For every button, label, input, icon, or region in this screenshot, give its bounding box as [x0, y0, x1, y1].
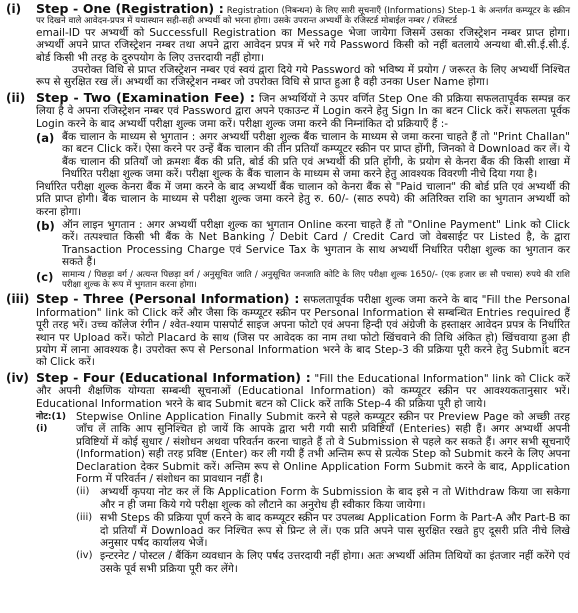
- sub-text: बैंक चालान के माध्यम से भुगतान : अगर अभ्यर्थी परीक्षा शुल्क बैंक चालान के माध्यम से जमा करना चाहते हैं तो "Print Challan" का बटन Click करें। ऐसा करने पर उन्हें बैंक चालान की तीन प्रतियाँ कम्प्यूटर स्क्रीन पर प्राप्त होंगी, जिनको वे Download कर लें। ये बैंक चालान की प्रतियाँ जो क्रमशः बैंक की प्रति, बोर्ड की प्रति एवं अभ्यर्थी की प्रति होंगी, के प्रयोग से केनरा बैंक की किसी शाखा में निर्धारित परीक्षा शुल्क जमा करें। परीक्षा शुल्क के बैंक चालान के माध्यम से जमा करने हेतु आवश्यक विवरणी नीचे दिया गया है।: [62, 131, 570, 181]
- section-title: Step - Two (Examination Fee) :: [36, 89, 255, 105]
- sub-label: (c): [36, 269, 54, 284]
- note-item-label: (iv): [76, 550, 93, 562]
- section-text: सफलतापूर्वक परीक्षा शुल्क जमा करने के बाद "Fill the Personal Information" link को Click करें और जैसा कि कम्प्यूटर स्क्रीन पर Personal Information से सम्बन्धित Entries required हैं पूरी तरह भरें। उच्च कॉलेज रंगीन / श्वेत-श्याम पासपोर्ट साइज अपना फोटो एवं अपना हिन्दी एवं अंग्रेजी के हस्ताक्षर आवेदन प्रपत्र के निर्धारित स्थान पर Upload करें। फोटो Placard के साथ (जिस पर आवेदक का नाम तथा फोटो खिंचवाने की तिथि अंकित हो) खिंचवाया हुआ ही प्रयोग में लाना आवश्यक है। उपरोक्त रूप से Personal Information भरने के बाद Step-3 की प्रक्रिया पूरी करने हेतु Submit बटन को Click करें।: [36, 294, 571, 369]
- sub-item-c: [36, 270, 570, 291]
- section-number: (ii): [6, 90, 26, 105]
- note-block: [36, 411, 570, 575]
- section-number: (i): [6, 2, 22, 16]
- section-title: Step - Four (Educational Information) :: [36, 369, 311, 385]
- section-step-two: [6, 91, 570, 291]
- section-text: "Fill the Educational Information" link को Click करें और अपनी शैक्षणिक योग्यता सम्बन्धी सूचनाओं (Educational Information) को कम्प्यूटर स्क्रीन पर आवश्यकतानुसार भरें। Educational Information भरने के बाद Submit बटन को Click करें ताकि Step-4 की प्रक्रिया पूरी हो जाये।: [36, 372, 570, 410]
- note-item-text: सभी Steps की प्रक्रिया पूर्ण करने के बाद कम्प्यूटर स्क्रीन पर उपलब्ध Application Form के Part-A और Part-B का दो प्रतियाँ में Download कर निश्चित रूप से प्रिन्ट ले लें। एक प्रति अपने पास सुरक्षित रखते हुए दूसरी प्रति नीचे लिखे अनुसार पर्षद कार्यालय भेजें।: [100, 512, 570, 550]
- sub-item-b: [36, 219, 570, 269]
- section-step-three: [6, 292, 570, 368]
- sub-label: (a): [36, 131, 55, 146]
- note-item: [76, 512, 570, 549]
- note-item-label: (iii): [76, 512, 93, 524]
- sub-text: ऑन लाइन भुगतान : अगर अभ्यर्थी परीक्षा शुल्क का भुगतान Online करना चाहते हैं तो "Online Payment" Link को Click करें। तत्पश्चात किसी भी बैंक के Net Banking / Debit Card / Credit Card जो वेबसाईट पर Listed है, के द्वारा Transaction Processing Charge एवं Service Tax के भुगतान के साथ अभ्यर्थी निर्धारित परीक्षा शुल्क का भुगतान कर सकते हैं।: [62, 218, 570, 269]
- section-text: जिन अभ्यर्थियों ने ऊपर वर्णित Step One की प्रक्रिया सफलतापूर्वक सम्पन्न कर लिया है वे अपना रजिस्ट्रेशन नम्बर एवं Password द्वारा अपने एकाउन्ट में Login करने हेतु Sign In का बटन Click करें। सफलता पूर्वक Login करने के बाद अभ्यर्थी परीक्षा शुल्क जमा करें। परीक्षा शुल्क जमा करने की निम्नांकित दो प्रक्रियाएँ हैं :-: [36, 92, 571, 130]
- note-label: नोट:(1)(i): [36, 412, 66, 434]
- section-number: (iv): [6, 370, 29, 385]
- sub-extra-text: निर्धारित परीक्षा शुल्क केनरा बैंक में जमा करने के बाद अभ्यर्थी बैंक चालान को केनरा बैंक से "Paid चालान" की बोर्ड प्रति एवं अभ्यर्थी की प्रति प्राप्त होगी। बैंक चालान के माध्यम से परीक्षा शुल्क जमा करने हेतु रु. 60/- (साठ रुपये) की अतिरिक्त राशि का भुगतान अभ्यर्थी को करना होगा।: [36, 180, 570, 218]
- note-item: [76, 486, 570, 511]
- sub-label: (b): [36, 218, 55, 233]
- note-item: [76, 550, 570, 575]
- section-title: Step - Three (Personal Information) :: [36, 291, 300, 307]
- sub-item-a: [36, 131, 570, 181]
- note-text: Stepwise Online Application Finally Submit करने से पहले कम्प्यूटर स्क्रीन पर Preview Page को अच्छी तरह जाँच लें ताकि आप सुनिश्चित हो जायें कि आपके द्वारा भरी गयी सारी प्रविष्टियाँ (Enteries) सही हैं। अगर अभ्यर्थी अपनी प्रविष्टियों में कोई सुधार / संशोधन अथवा परिवर्तन करना चाहते हैं तो वे Submission से पहले कर सकते हैं। अगर सभी सूचनाएँ (Information) सही तरह प्रविष्ट (Enter) कर ली गयी हैं तभी अन्तिम रूप से प्रत्येक Step को Submit करने के लिए अपना Declaration देकर Submit करें। अन्तिम रूप से Online Application Form Submit करने के बाद, Application Form में परिवर्तन / संशोधन का प्रावधान नहीं है।: [76, 411, 570, 486]
- note-item-text: अभ्यर्थी कृपया नोट कर लें कि Application Form के Submission के बाद इसे न तो Withdraw किया जा सकेगा और न ही जमा किये गये परीक्षा शुल्क को लौटाने का अनुरोध ही स्वीकार किया जायेगा।: [100, 486, 570, 511]
- section-text: Registration (निबन्धन) के लिए सारी सूचनाएँ (Informations) Step-1 के अन्तर्गत कम्प्यूटर के स्क्रीन पर दिखने वाले आवेदन-प्रपत्र में यथास्थान सही-सही अभ्यर्थी को भरना होगा। उसके उपरान्त अभ्यर्थी के रजिस्टर्ड मोबाईल नम्बर / रजिस्टर्ड: [36, 6, 570, 27]
- section-text: email-ID पर अभ्यर्थी को Successfull Registration का Message भेजा जायेगा जिसमें उसका रजिस्ट्रेशन नम्बर प्राप्त होगा। अभ्यर्थी अपने प्राप्त रजिस्ट्रेशन नम्बर तथा अपने द्वारा आवेदन प्रपत्र में भरे गये Password किसी को नहीं बतलाये अन्यथा बी.सी.ई.सी.ई. बोर्ड किसी भी तरह के दुरुपयोग के लिए उत्तरदायी नहीं होगा।: [36, 26, 570, 64]
- note-item-text: इन्टरनेट / पोस्टल / बैंकिंग व्यवधान के लिए पर्षद उत्तरदायी नहीं होगा। अतः अभ्यर्थी अंतिम तिथियों का इंतजार नहीं करेंगे एवं उसके पूर्व सभी प्रक्रिया पूरी कर लेंगे।: [100, 550, 570, 575]
- section-step-four: [6, 371, 570, 576]
- section-number: (iii): [6, 292, 30, 307]
- section-title: Step - One (Registration) :: [36, 1, 224, 16]
- section-step-one: [6, 2, 570, 89]
- sub-text: सामान्य / पिछड़ा वर्ग / अत्यन्त पिछड़ा वर्ग / अनुसूचित जाति / अनुसूचित जनजाति कोटि के लिए परीक्षा शुल्क 1650/- (एक हजार छः सौ पचास) रुपये की राशि परीक्षा शुल्क के रूप में भुगतान करना होगा।: [62, 269, 570, 290]
- note-item-label: (ii): [76, 486, 90, 498]
- section-text: उपरोक्त विधि से प्राप्त रजिस्ट्रेशन नम्बर एवं स्वयं द्वारा दिये गये Password को भविष्य में प्रयोग / जरूरत के लिए अभ्यर्थी निश्चित रूप से सुरक्षित रख लें। अभ्यर्थी का रजिस्ट्रेशन नम्बर जो उपरोक्त विधि से प्राप्त हुआ है वही उनका User Name होगा।: [36, 64, 570, 89]
